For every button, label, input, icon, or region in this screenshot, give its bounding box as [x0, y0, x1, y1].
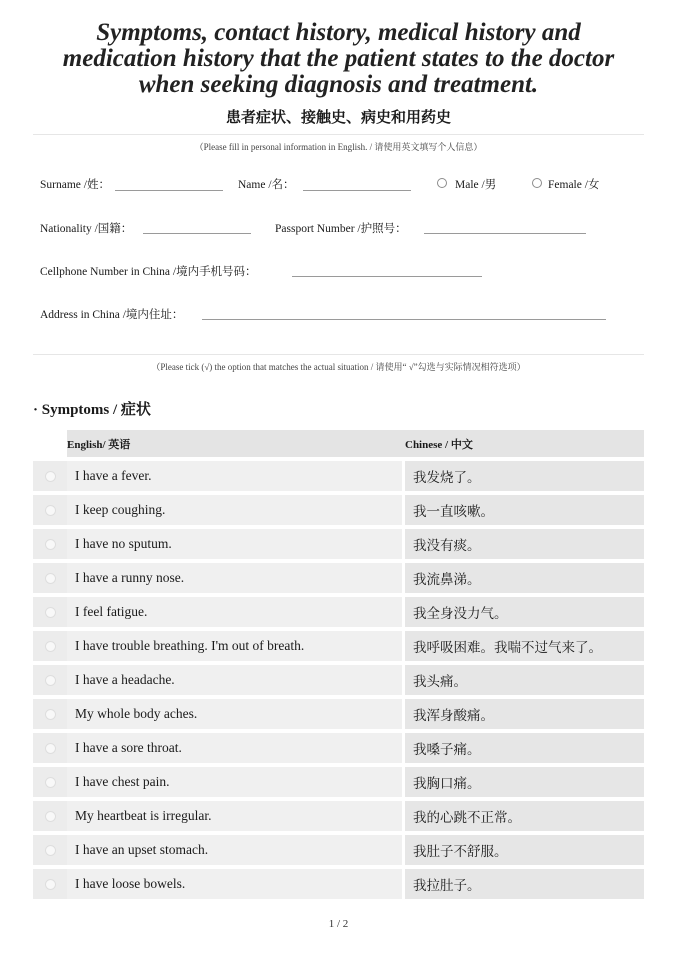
symptoms-table [33, 426, 644, 903]
symptom-english: I feel fatigue. [67, 597, 405, 627]
symptom-chinese: 我浑身酸痛。 [405, 699, 644, 729]
symptom-chinese: 我全身没力气。 [405, 597, 644, 627]
symptom-english: I have a headache. [67, 665, 405, 695]
divider [33, 134, 644, 135]
table-row [33, 869, 644, 899]
nationality-label: Nationality /国籍： [40, 223, 133, 235]
symptom-checkbox[interactable] [45, 879, 56, 890]
cellphone-label: Cellphone Number in China /境内手机号码： [40, 266, 257, 278]
symptom-chinese: 我头痛。 [405, 665, 644, 695]
surname-field[interactable] [115, 190, 223, 191]
symptom-checkbox[interactable] [45, 811, 56, 822]
symptom-chinese: 我发烧了。 [405, 461, 644, 491]
symptom-chinese: 我肚子不舒服。 [405, 835, 644, 865]
table-row [33, 529, 644, 559]
table-row [33, 563, 644, 593]
symptom-english: My whole body aches. [67, 699, 405, 729]
symptom-english: I have no sputum. [67, 529, 405, 559]
table-header-row [33, 430, 644, 457]
name-label: Name /名： [238, 179, 295, 191]
fill-instruction: （Please fill in personal information in English. / 请使用英文填写个人信息） [194, 142, 483, 152]
symptom-checkbox[interactable] [45, 607, 56, 618]
table-row [33, 835, 644, 865]
symptom-checkbox[interactable] [45, 845, 56, 856]
symptom-english: I have chest pain. [67, 767, 405, 797]
chinese-column-header: Chinese / 中文 [405, 430, 644, 457]
tick-instruction: （Please tick (√) the option that matches the actual situation / 请使用“ √”勾选与实际情况相符选项） [151, 362, 526, 372]
symptom-english: I keep coughing. [67, 495, 405, 525]
symptom-chinese: 我拉肚子。 [405, 869, 644, 899]
symptom-english: I have an upset stomach. [67, 835, 405, 865]
symptom-chinese: 我的心跳不正常。 [405, 801, 644, 831]
divider [33, 354, 644, 355]
name-field[interactable] [303, 190, 411, 191]
passport-field[interactable] [424, 233, 586, 234]
symptom-checkbox[interactable] [45, 573, 56, 584]
symptom-english: I have a fever. [67, 461, 405, 491]
table-row [33, 597, 644, 627]
symptom-english: I have a sore throat. [67, 733, 405, 763]
symptom-chinese: 我胸口痛。 [405, 767, 644, 797]
page-title: Symptoms, contact history, medical history and medication history that the patient states to the doctor when seeking diagnosis and treatment. [62, 19, 615, 98]
table-row [33, 495, 644, 525]
address-label: Address in China /境内住址： [40, 309, 184, 321]
symptom-english: I have a runny nose. [67, 563, 405, 593]
symptom-english: I have loose bowels. [67, 869, 405, 899]
symptom-english: I have trouble breathing. I'm out of breath. [67, 631, 405, 661]
table-row [33, 801, 644, 831]
symptom-checkbox[interactable] [45, 709, 56, 720]
male-label: Male /男 [455, 179, 497, 191]
symptom-checkbox[interactable] [45, 777, 56, 788]
symptom-checkbox[interactable] [45, 471, 56, 482]
table-row [33, 631, 644, 661]
symptom-checkbox[interactable] [45, 641, 56, 652]
symptom-chinese: 我嗓子痛。 [405, 733, 644, 763]
nationality-field[interactable] [143, 233, 251, 234]
symptom-checkbox[interactable] [45, 505, 56, 516]
checkbox-column-header [33, 430, 67, 457]
symptom-chinese: 我没有痰。 [405, 529, 644, 559]
table-row [33, 665, 644, 695]
table-row [33, 733, 644, 763]
symptom-chinese: 我流鼻涕。 [405, 563, 644, 593]
page-subtitle: 患者症状、接触史、病史和用药史 [225, 110, 451, 126]
passport-label: Passport Number /护照号： [275, 223, 407, 235]
female-label: Female /女 [548, 179, 600, 191]
symptom-chinese: 我一直咳嗽。 [405, 495, 644, 525]
symptom-chinese: 我呼吸困难。我喘不过气来了。 [405, 631, 644, 661]
address-field[interactable] [202, 319, 606, 320]
table-row [33, 699, 644, 729]
surname-label: Surname /姓： [40, 179, 110, 191]
english-column-header: English/ 英语 [67, 430, 405, 457]
symptom-english: My heartbeat is irregular. [67, 801, 405, 831]
symptom-checkbox[interactable] [45, 539, 56, 550]
female-radio[interactable] [532, 178, 542, 188]
table-row [33, 461, 644, 491]
symptom-checkbox[interactable] [45, 743, 56, 754]
symptom-checkbox[interactable] [45, 675, 56, 686]
cellphone-field[interactable] [292, 276, 482, 277]
male-radio[interactable] [437, 178, 447, 188]
page-number: 1 / 2 [328, 918, 349, 930]
table-row [33, 767, 644, 797]
symptoms-section-title: · Symptoms / 症状 [33, 402, 151, 418]
